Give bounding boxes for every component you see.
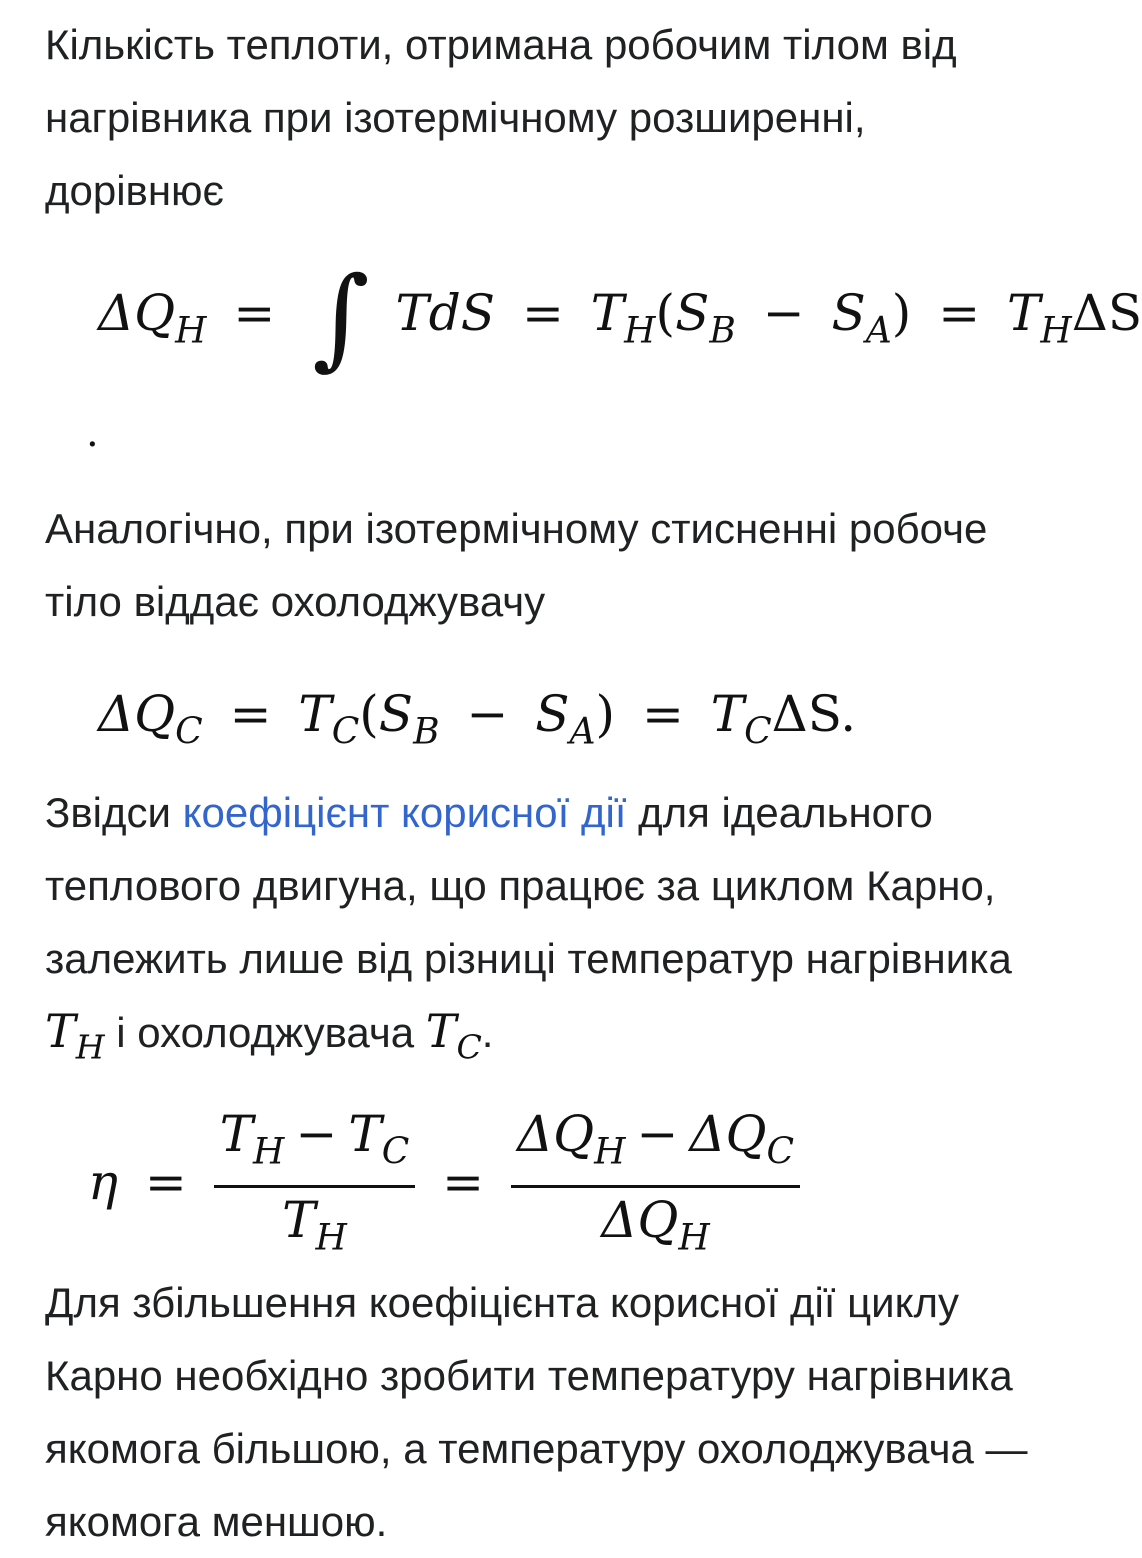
fraction-temperatures — [214, 1102, 416, 1270]
inline-th-sub: H — [75, 1027, 105, 1067]
equation-heat-released — [98, 685, 856, 753]
frac1-num-b: T — [348, 1105, 382, 1163]
frac1-num-a-sub: H — [253, 1131, 285, 1173]
eq1-equals-3: = — [938, 284, 981, 342]
frac2-den-sub: H — [678, 1217, 710, 1259]
eq1-equals-2: = — [521, 284, 564, 342]
eq1-tail-sub: H — [1040, 310, 1072, 352]
frac2-den: ΔQ — [601, 1190, 679, 1249]
frac2-denominator — [511, 1188, 800, 1271]
eq1-minus: − — [762, 284, 805, 342]
eq1-lhs-sub: H — [175, 310, 207, 352]
eq1-rparen: ) — [891, 284, 912, 342]
fraction-heats — [511, 1102, 800, 1270]
frac1-minus: − — [295, 1105, 338, 1163]
eq2-t: T — [298, 685, 332, 743]
eq2-lhs-sub: C — [175, 711, 203, 753]
inline-tc-base: T — [425, 1004, 457, 1058]
eq2-tail-t: T — [710, 685, 745, 743]
paragraph-efficiency — [45, 776, 1055, 1084]
eq1-t-sub: H — [624, 310, 656, 352]
inline-th — [45, 1004, 105, 1067]
inline-tc — [425, 1004, 482, 1067]
eq1-integrand: TdS — [395, 284, 496, 342]
frac1-numerator — [214, 1102, 416, 1188]
inline-tc-sub: C — [456, 1027, 482, 1067]
p3-text-main: для ідеального теплового двигуна, що працює за циклом Карно, залежить лише від різниці температур нагрівника — [45, 789, 1012, 982]
eq2-equals-1: = — [229, 685, 272, 743]
frac2-num-b: ΔQ — [689, 1105, 767, 1163]
p3-text-start: Звідси — [45, 789, 183, 836]
frac1-num-b-sub: C — [381, 1131, 410, 1173]
eq2-s1: S — [378, 685, 414, 743]
eq2-s1-sub: B — [413, 711, 440, 753]
eq2-t-sub: C — [331, 711, 360, 753]
eq1-equals-1: = — [233, 284, 276, 342]
frac2-num-a-sub: H — [594, 1131, 626, 1173]
frac2-minus: − — [636, 1105, 679, 1163]
eq2-lhs: ΔQ — [98, 685, 176, 743]
eq1-s1-sub: B — [709, 310, 736, 352]
frac1-den-sub: H — [315, 1217, 347, 1259]
equation-trailing-dot: . — [86, 410, 99, 456]
eq2-rparen: ) — [595, 685, 616, 743]
eq2-lparen: ( — [359, 685, 379, 743]
paragraph-heat-received: Кількість теплоти, отримана робочим тілом від нагрівника при ізотермічному розширенні, дорівнює — [45, 21, 957, 214]
paragraph-heat-released: Аналогічно, при ізотермічному стисненні робоче тіло віддає охолоджувачу — [45, 505, 988, 625]
frac2-numerator — [511, 1102, 800, 1188]
eq2-tail-sub: C — [744, 711, 772, 753]
eq1-s2-sub: A — [865, 310, 892, 352]
p3-text-middle: і охолоджувача — [104, 1009, 426, 1056]
frac2-num-a: ΔQ — [516, 1105, 595, 1163]
paragraph-increase-efficiency: Для збільшення коефіцієнта корисної дії циклу Карно необхідно зробити температуру нагрівника якомога більшою, а температуру охолоджувача — якомога меншою. — [45, 1279, 1028, 1545]
efficiency-link[interactable]: коефіцієнт корисної дії — [182, 789, 627, 836]
eq1-t: T — [590, 284, 625, 342]
eq1-tail-t: T — [1007, 284, 1041, 342]
eq1-lhs: ΔQ — [98, 284, 176, 342]
inline-th-base: T — [45, 1004, 76, 1058]
equation-efficiency — [88, 1102, 800, 1270]
eq1-lparen: ( — [655, 284, 676, 342]
p3-text-end: . — [481, 1009, 494, 1056]
eq2-minus: − — [466, 685, 509, 743]
frac1-den: T — [282, 1190, 316, 1249]
eq2-s2-sub: A — [569, 711, 596, 753]
eq1-s1: S — [675, 284, 710, 342]
eq1-s2: S — [831, 284, 866, 342]
eq1-tail-delta: ΔS — [1071, 284, 1142, 342]
integral-sign: ∫ — [312, 253, 370, 381]
eq2-end-dot: . — [840, 685, 857, 743]
eq3-equals-2: = — [442, 1153, 485, 1212]
frac1-num-a: T — [219, 1105, 254, 1163]
eq3-equals-1: = — [144, 1153, 187, 1212]
equation-heat-received — [98, 253, 1142, 381]
eq2-s2: S — [535, 685, 570, 743]
frac1-denominator — [214, 1188, 416, 1271]
eq2-equals-2: = — [641, 685, 684, 743]
eq2-tail-delta: ΔS — [771, 685, 841, 743]
frac2-num-b-sub: C — [766, 1131, 795, 1173]
eq3-lhs: η — [88, 1153, 118, 1212]
